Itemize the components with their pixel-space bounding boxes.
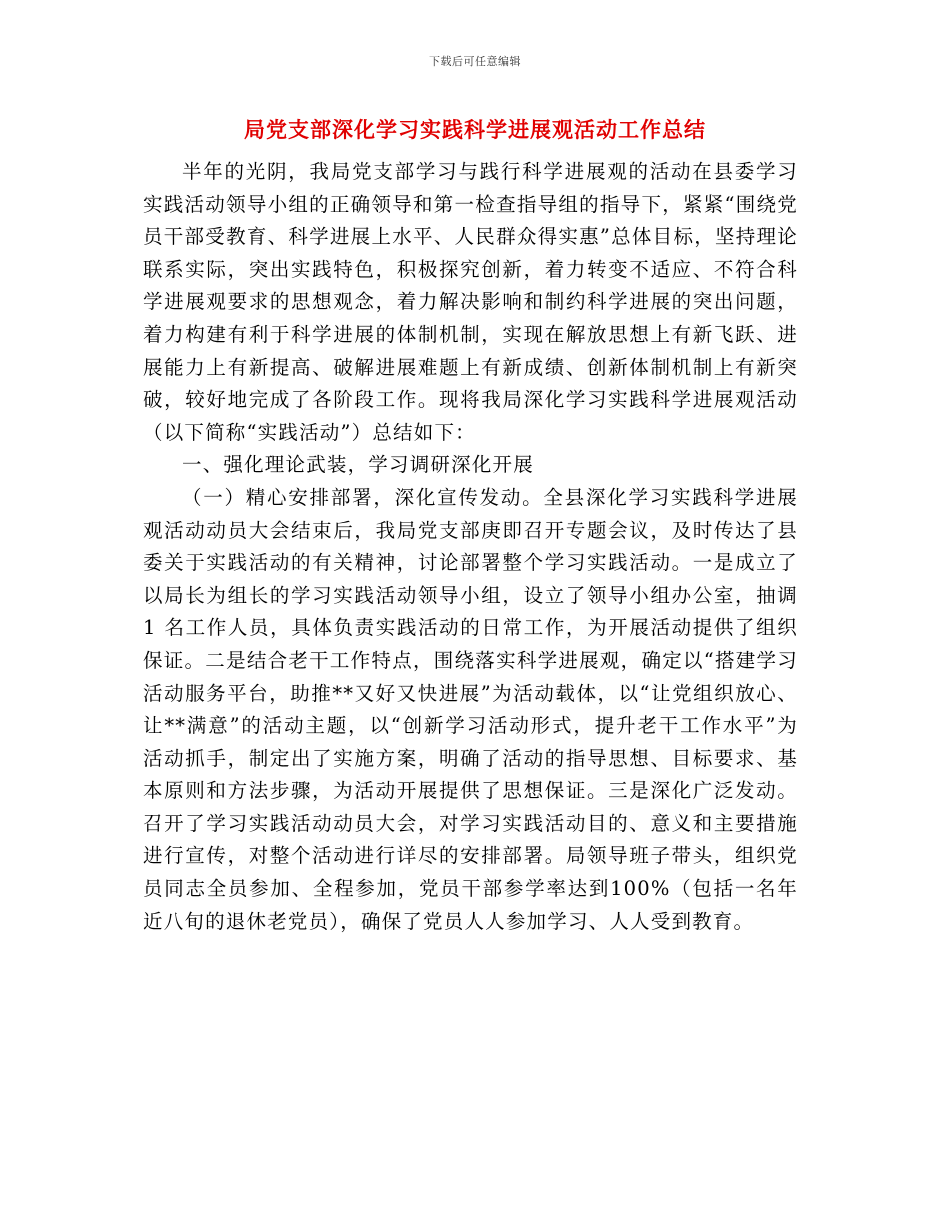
paragraph-subsection-1: （一）精心安排部署，深化宣传发动。全县深化学习实践科学进展观活动动员大会结束后，我局党支部庚即召开专题会议，及时传达了县委关于实践活动的有关精神，讨论部署整个学习实践活动。一是成立了以局长为组长的学习实践活动领导小组，设立了领导小组办公室，抽调 1 名工作人员，具体负责实践活动的日常工作，为开展活动提供了组织保证。二是结合老干工作特点，围绕落实科学进展观，确定以“搭建学习活动服务平台，助推**又好又快进展”为活动载体，以“让党组织放心、让**满意”的活动主题，以“创新学习活动形式，提升老干工作水平”为活动抓手，制定出了实施方案，明确了活动的指导思想、目标要求、基本原则和方法步骤，为活动开展提供了思想保证。三是深化广泛发动。召开了学习实践活动动员大会，对学习实践活动目的、意义和主要措施进行宣传，对整个活动进行详尽的安排部署。局领导班子带头，组织党员同志全员参加、全程参加，党员干部参学率达到100%（包括一名年近八旬的退休老党员），确保了党员人人参加学习、人人受到教育。 bbox=[143, 485, 798, 933]
section-heading: 一、强化理论武装，学习调研深化开展 bbox=[182, 453, 534, 477]
document-body bbox=[143, 156, 798, 938]
document-title: 局党支部深化学习实践科学进展观活动工作总结 bbox=[244, 117, 706, 142]
paragraph-intro: 半年的光阴，我局党支部学习与践行科学进展观的活动在县委学习实践活动领导小组的正确领导和第一检查指导组的指导下，紧紧“围绕党员干部受教育、科学进展上水平、人民群众得实惠”总体目标，坚持理论联系实际，突出实践特色，积极探究创新，着力转变不适应、不符合科学进展观要求的思想观念，着力解决影响和制约科学进展的突出问题，着力构建有利于科学进展的体制机制，实现在解放思想上有新飞跃、进展能力上有新提高、破解进展难题上有新成绩、创新体制机制上有新突破，较好地完成了各阶段工作。现将我局深化学习实践科学进展观活动（以下简称“实践活动”）总结如下： bbox=[143, 160, 798, 444]
header-note: 下载后可任意编辑 bbox=[429, 55, 521, 68]
